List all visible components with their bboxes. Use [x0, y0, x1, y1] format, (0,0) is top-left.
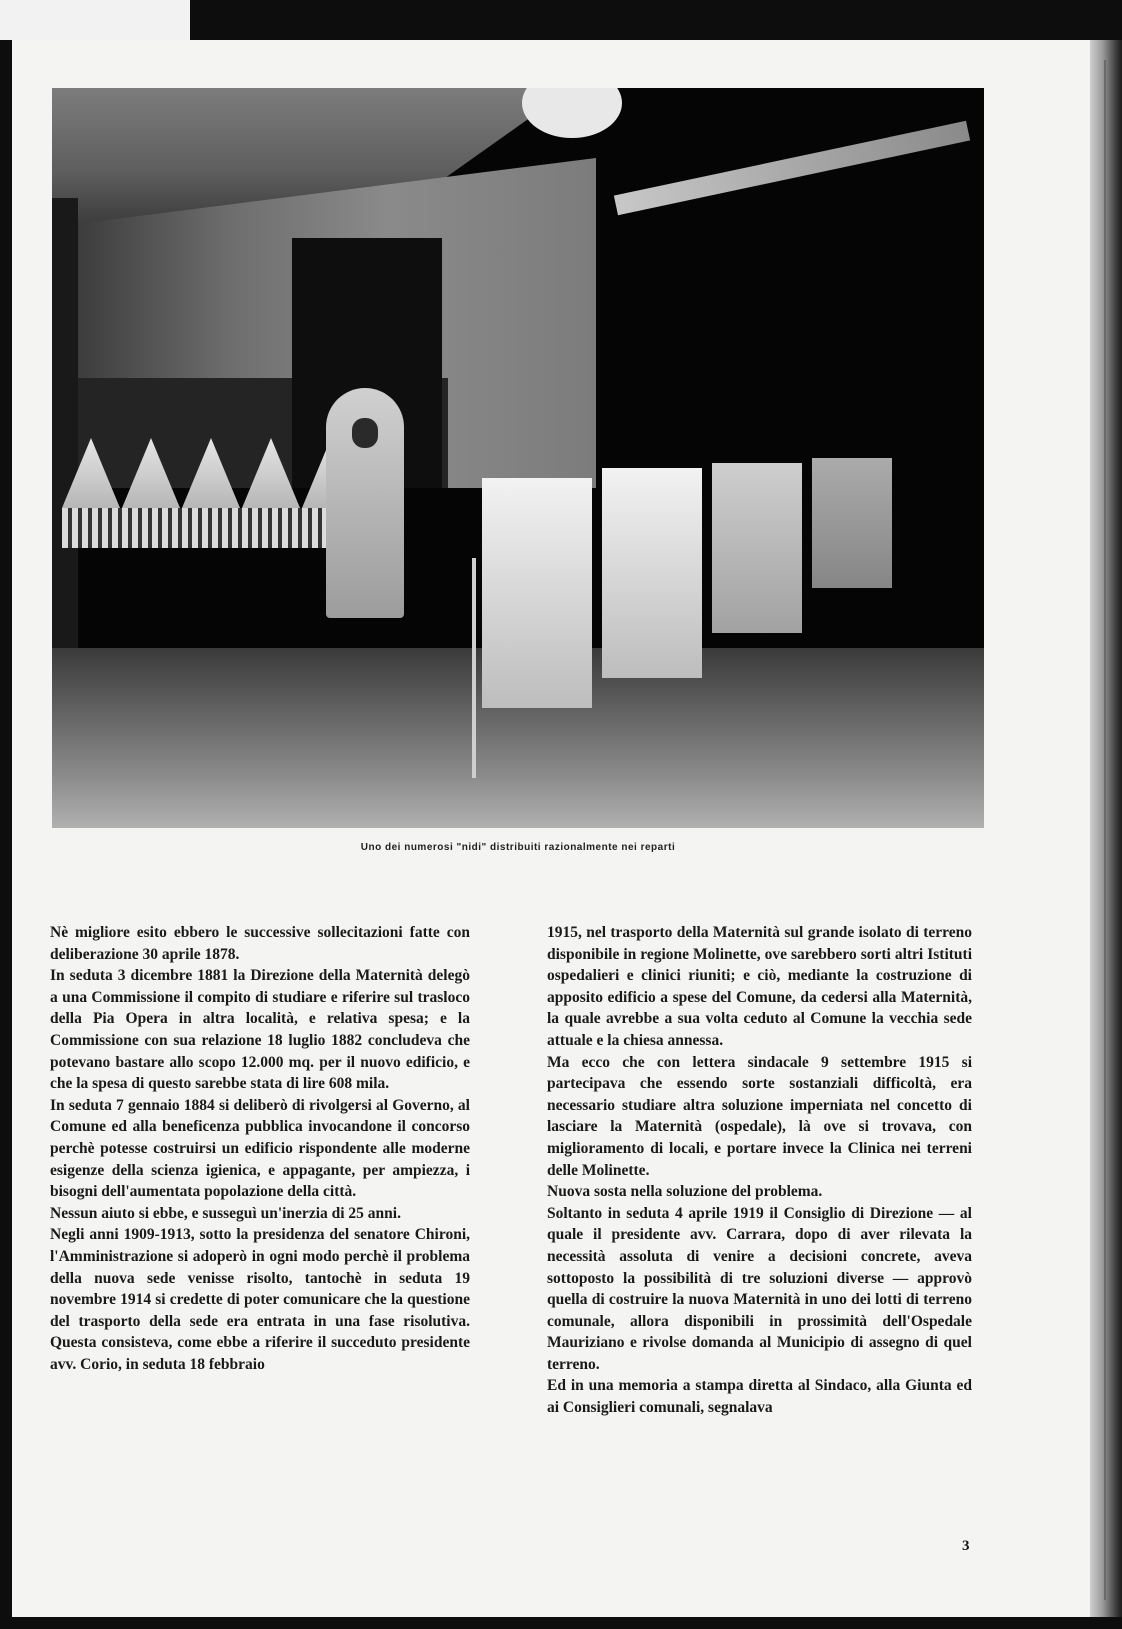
- bed-sheet: [602, 468, 702, 678]
- crib-veil: [122, 438, 180, 508]
- paragraph: Nessun aiuto si ebbe, e susseguì un'inerzia di 25 anni.: [50, 1204, 401, 1222]
- bed-rail: [472, 558, 476, 778]
- paragraph: Nè migliore esito ebbero le successive sollecitazioni fatte con deliberazione 30 aprile 1878.: [50, 924, 470, 963]
- paragraph: In seduta 7 gennaio 1884 si deliberò di rivolgersi al Governo, al Comune ed alla beneficenza pubblica invocandone il concorso perchè potesse costruirsi un edificio rispondente alle moderne esigenze della scienza igienica, e appagante, per ampiezza, i bisogni dell'aumentata popolazione della città.: [50, 1096, 470, 1201]
- paragraph: In seduta 3 dicembre 1881 la Direzione della Maternità delegò a una Commissione il compito di studiare e riferire sul trasloco della Pia Opera in altra località, e relativa spesa; e la Commissione con sua relazione 18 luglio 1882 concludeva che potevano bastare allo scopo 12.000 mq. per il nuovo edificio, e che la spesa di questo sarebbe stata di lire 608 mila.: [50, 967, 470, 1093]
- photo-light-strip: [614, 121, 970, 215]
- bed-sheet: [712, 463, 802, 633]
- page-number: 3: [962, 1538, 970, 1554]
- text-column-right: [547, 922, 972, 1419]
- photo-cribs-row: [62, 438, 362, 558]
- paragraph: Nuova sosta nella soluzione del problema.: [547, 1183, 823, 1201]
- crib-veil: [62, 438, 120, 508]
- paragraph: Negli anni 1909-1913, sotto la presidenza del senatore Chironi, l'Amministrazione si adoperò in ogni modo perchè il problema della nuova sede venisse risolto, tantochè in seduta 19 novembre 1914 si credette di poter comunicare che la questione del trasporto della sede era entrata in una fase risolutiva. Questa consisteva, come ebbe a riferire il succeduto presidente avv. Corio, in seduta 18 febbraio: [50, 1226, 470, 1373]
- scan-border-left: [0, 40, 12, 1629]
- hospital-ward-photo: [52, 88, 984, 828]
- paragraph: Ma ecco che con lettera sindacale 9 settembre 1915 si partecipava che essendo sorte sostanziali difficoltà, era necessario studiare altra soluzione imperniata nel concetto di lasciare la Maternità (ospedale), là ove si trovava, con miglioramento di locali, e portare invece la Clinica nei terreni delle Molinette.: [547, 1053, 972, 1179]
- crib-veil: [242, 438, 300, 508]
- photo-nun-face: [352, 418, 378, 448]
- bed-sheet: [812, 458, 892, 588]
- bed-sheet: [482, 478, 592, 708]
- scan-corner: [0, 0, 190, 40]
- paragraph: Ed in una memoria a stampa diretta al Sindaco, alla Giunta ed ai Consiglieri comunali, segnalava: [547, 1377, 972, 1417]
- photo-ceiling-lamp: [522, 88, 622, 138]
- book-spine-edge: [1090, 40, 1122, 1617]
- crib-veil: [182, 438, 240, 508]
- photo-caption: Uno dei numerosi "nidi" distribuiti razionalmente nei reparti: [360, 842, 676, 853]
- photo-beds: [482, 458, 952, 778]
- text-column-left: [50, 922, 470, 1375]
- paragraph: Soltanto in seduta 4 aprile 1919 il Consiglio di Direzione — al quale il presidente avv. Carrara, dopo di aver rilevata la necessità assoluta di venire a decisioni concrete, aveva sottoposto la possibilità di tre soluzioni diverse — approvò quella di costruire la nuova Maternità in uno dei lotti di terreno comunale, allora disponibili in prossimità dell'Ospedale Mauriziano e rivolse domanda al Municipio di assegno di quel terreno.: [547, 1204, 972, 1373]
- paragraph: 1915, nel trasporto della Maternità sul grande isolato di terreno disponibile in regione Molinette, ove sarebbero sorti altri Istituti ospedalieri e clinici riuniti; e ciò, mediante la costruzione di apposito edificio a spese del Comune, da cedersi alla Maternità, la quale avrebbe a sua volta ceduto al Comune la vecchia sede attuale e la chiesa annessa.: [547, 924, 972, 1049]
- photo-door-frame: [52, 198, 78, 648]
- book-spine-line: [1104, 60, 1106, 1600]
- crib-base: [62, 508, 362, 548]
- scan-border-bottom: [0, 1617, 1122, 1629]
